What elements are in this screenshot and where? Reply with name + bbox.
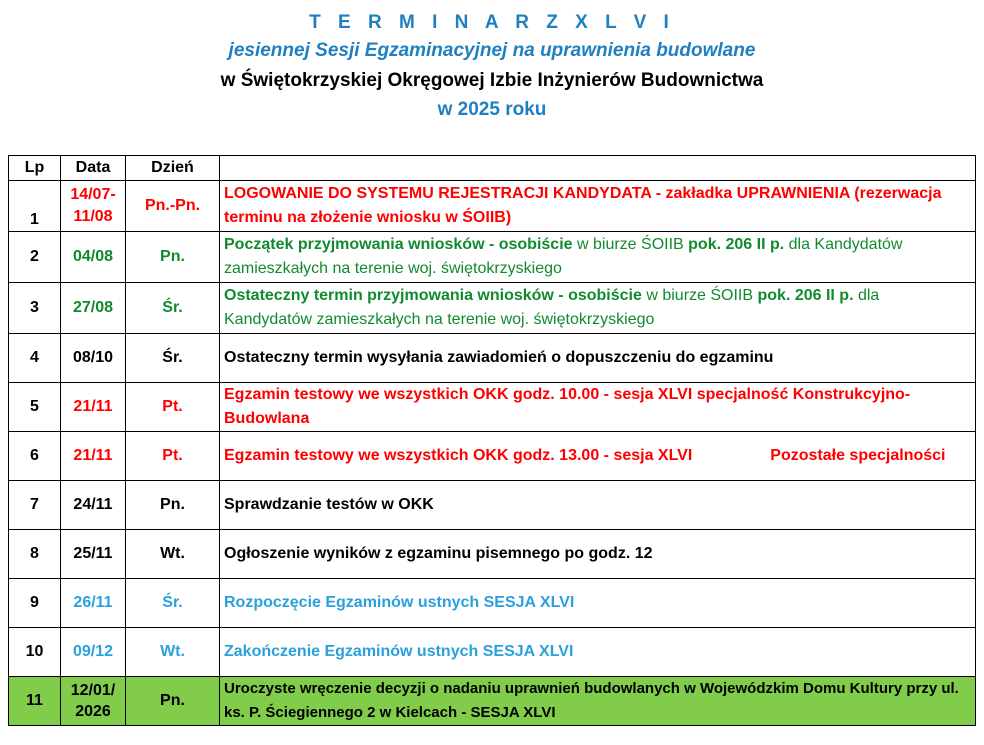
row-day: Śr. <box>126 579 220 628</box>
row-day: Śr. <box>126 334 220 383</box>
row-description: Rozpoczęcie Egzaminów ustnych SESJA XLVI <box>220 579 976 628</box>
row-day: Pt. <box>126 383 220 432</box>
row-date: 04/08 <box>61 232 126 283</box>
table-row <box>9 481 976 530</box>
row-description <box>220 283 976 334</box>
row-lp: 11 <box>9 677 61 726</box>
row-date: 26/11 <box>61 579 126 628</box>
table-row <box>9 628 976 677</box>
row-day: Pn. <box>126 677 220 726</box>
column-header-description <box>220 156 976 181</box>
table-row <box>9 181 976 232</box>
row-lp: 3 <box>9 283 61 334</box>
row-lp: 6 <box>9 432 61 481</box>
table-row <box>9 383 976 432</box>
desc-normal-tail: dla Kandydatów zamieszkałych na terenie woj. świętokrzyskiego <box>224 236 903 277</box>
row-date: 21/11 <box>61 432 126 481</box>
row-date: 25/11 <box>61 530 126 579</box>
row-day: Pn. <box>126 232 220 283</box>
row-description <box>220 432 976 481</box>
table-row <box>9 530 976 579</box>
table-row <box>9 579 976 628</box>
column-header-lp: Lp <box>9 156 61 181</box>
desc-room: pok. 206 II p. <box>688 236 785 253</box>
desc-room: pok. 206 II p. <box>757 287 854 304</box>
table-row-highlight <box>9 677 976 726</box>
row-description: LOGOWANIE DO SYSTEMU REJESTRACJI KANDYDATA - zakładka UPRAWNIENIA (rezerwacja terminu na złożenie wniosku w ŚOIIB) <box>220 181 976 232</box>
desc-normal-part: w biurze ŚOIIB <box>572 236 689 253</box>
row-day: Wt. <box>126 628 220 677</box>
row-lp: 8 <box>9 530 61 579</box>
desc-bold-part: Ostateczny termin przyjmowania wniosków - osobiście <box>224 287 642 304</box>
table-row <box>9 432 976 481</box>
subtitle-year: w 2025 roku <box>437 99 547 120</box>
row-description: Ogłoszenie wyników z egzaminu pisemnego po godz. 12 <box>220 530 976 579</box>
row-lp: 2 <box>9 232 61 283</box>
row-date: 09/12 <box>61 628 126 677</box>
row-description: Uroczyste wręczenie decyzji o nadaniu uprawnień budowlanych w Wojewódzkim Domu Kultury przy ul. ks. P. Ściegiennego 2 w Kielcach - SESJA XLVI <box>220 677 976 726</box>
desc-specialty: Pozostałe specjalności <box>770 447 946 464</box>
row-date: 14/07-11/08 <box>61 181 126 232</box>
row-date: 08/10 <box>61 334 126 383</box>
row-lp: 7 <box>9 481 61 530</box>
row-date: 12/01/ 2026 <box>61 677 126 726</box>
desc-bold-part: Początek przyjmowania wniosków - osobiście <box>224 236 573 253</box>
row-day: Pn. <box>126 481 220 530</box>
row-lp: 5 <box>9 383 61 432</box>
desc-normal-tail: dla Kandydatów zamieszkałych na terenie woj. świętokrzyskiego <box>224 287 880 328</box>
table-row <box>9 334 976 383</box>
table-row <box>9 232 976 283</box>
row-lp: 4 <box>9 334 61 383</box>
row-description <box>220 232 976 283</box>
row-lp: 10 <box>9 628 61 677</box>
row-lp: 1 <box>9 181 61 232</box>
table-header-row <box>9 156 976 181</box>
row-day: Pt. <box>126 432 220 481</box>
row-description: Ostateczny termin wysyłania zawiadomień o dopuszczeniu do egzaminu <box>220 334 976 383</box>
row-day: Śr. <box>126 283 220 334</box>
column-header-day: Dzień <box>126 156 220 181</box>
subtitle-session: jesiennej Sesji Egzaminacyjnej na uprawnienia budowlane <box>228 40 756 61</box>
row-description: Zakończenie Egzaminów ustnych SESJA XLVI <box>220 628 976 677</box>
row-description: Sprawdzanie testów w OKK <box>220 481 976 530</box>
row-date: 27/08 <box>61 283 126 334</box>
row-description: Egzamin testowy we wszystkich OKK godz. 10.00 - sesja XLVI specjalność Konstrukcyjno-Budowlana <box>220 383 976 432</box>
row-day: Wt. <box>126 530 220 579</box>
row-day: Pn.-Pn. <box>126 181 220 232</box>
title-line: T E R M I N A R Z X L V I <box>309 12 675 33</box>
row-date: 21/11 <box>61 383 126 432</box>
table-row <box>9 283 976 334</box>
desc-normal-part: w biurze ŚOIIB <box>641 287 758 304</box>
schedule-table <box>8 155 976 726</box>
row-lp: 9 <box>9 579 61 628</box>
subtitle-chamber: w Świętokrzyskiej Okręgowej Izbie Inżynierów Budownictwa <box>220 70 764 91</box>
row-date: 24/11 <box>61 481 126 530</box>
desc-main-part: Egzamin testowy we wszystkich OKK godz. 13.00 - sesja XLVI <box>224 447 693 464</box>
column-header-date: Data <box>61 156 126 181</box>
